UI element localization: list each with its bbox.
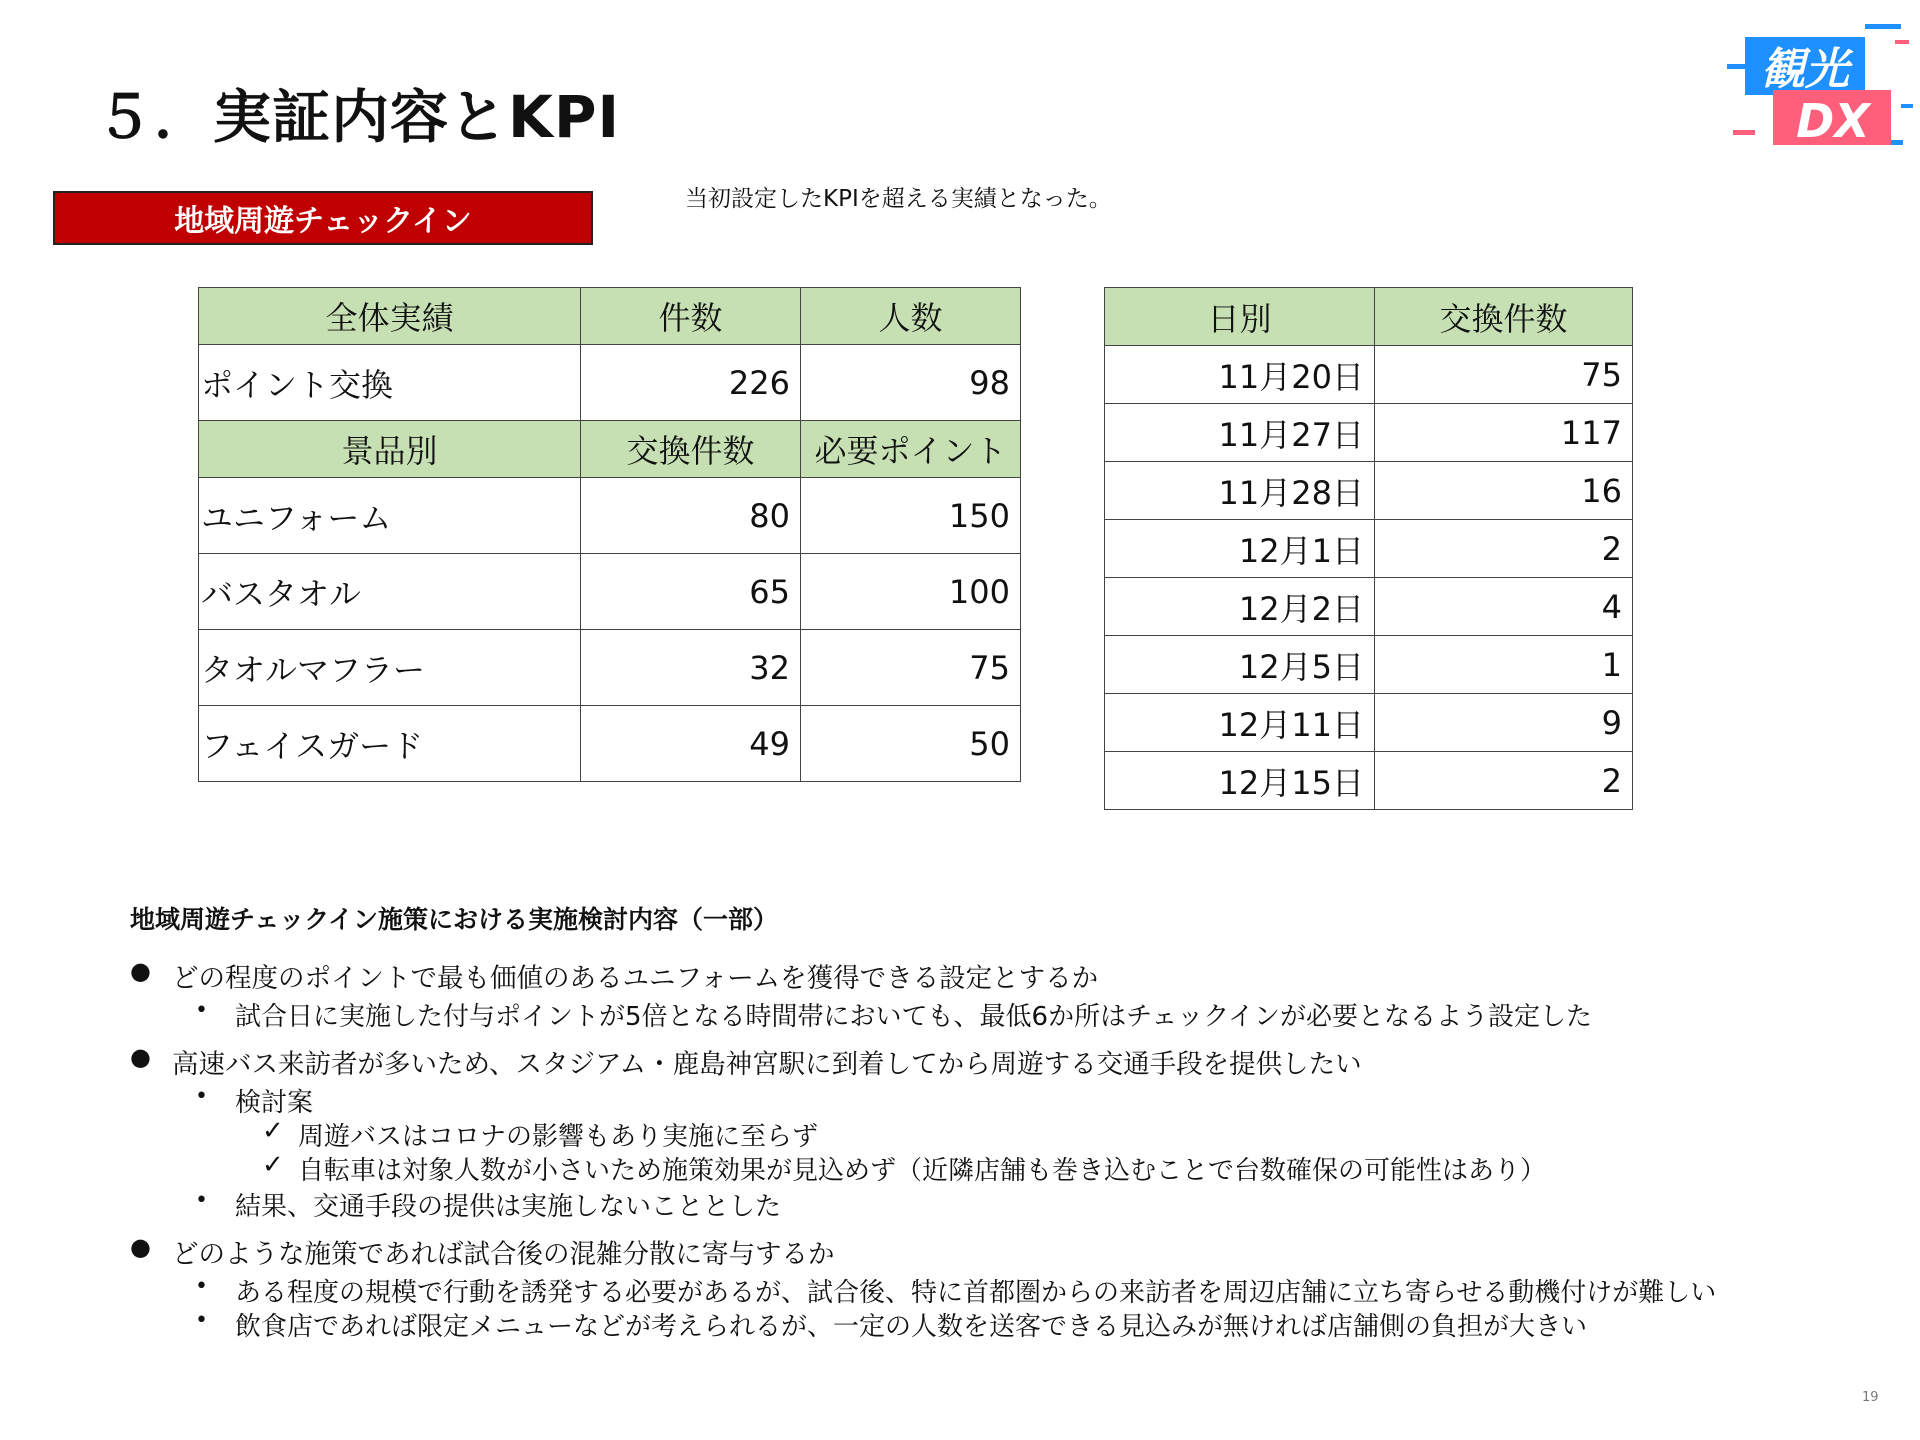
table-row bbox=[199, 630, 1021, 706]
date-cell: 12月2日 bbox=[1105, 578, 1375, 636]
table-row bbox=[1105, 578, 1633, 636]
check-item bbox=[262, 1150, 1547, 1187]
bullet-item bbox=[130, 1232, 835, 1271]
date-cell: 12月1日 bbox=[1105, 520, 1375, 578]
bullet-dot-icon: ● bbox=[130, 957, 151, 985]
small-dot-icon: • bbox=[195, 1084, 208, 1109]
prize-name: フェイスガード bbox=[199, 706, 581, 782]
header-cell: 交換件数 bbox=[1375, 288, 1633, 346]
row-label: ポイント交換 bbox=[199, 345, 581, 421]
small-dot-icon: • bbox=[195, 998, 208, 1023]
table-row bbox=[1105, 636, 1633, 694]
bullet-dot-icon: ● bbox=[130, 1043, 151, 1071]
section-tag bbox=[53, 191, 593, 245]
count-cell: 226 bbox=[581, 345, 801, 421]
header-cell: 景品別 bbox=[199, 421, 581, 478]
required-points: 100 bbox=[801, 554, 1021, 630]
date-cell: 11月20日 bbox=[1105, 346, 1375, 404]
bullet-text: どのような施策であれば試合後の混雑分散に寄与するか bbox=[172, 1239, 835, 1270]
table-subheader-row bbox=[199, 421, 1021, 478]
check-item bbox=[262, 1116, 819, 1153]
header-cell: 人数 bbox=[801, 288, 1021, 345]
date-cell: 12月5日 bbox=[1105, 636, 1375, 694]
logo-line2: DX bbox=[1796, 94, 1870, 148]
bullet-text: 試合日に実施した付与ポイントが5倍となる時間帯においても、最低6か所はチェックインが必要となるよう設定した bbox=[235, 1002, 1593, 1032]
prize-name: ユニフォーム bbox=[199, 478, 581, 554]
table-row bbox=[1105, 752, 1633, 810]
table-row bbox=[199, 554, 1021, 630]
bullet-text: 高速バス来訪者が多いため、スタジアム・鹿島神宮駅に到着してから周遊する交通手段を提供したい bbox=[172, 1049, 1362, 1080]
sub-bullet-item bbox=[195, 1306, 1588, 1343]
table-row bbox=[1105, 462, 1633, 520]
prize-name: タオルマフラー bbox=[199, 630, 581, 706]
exchange-count: 49 bbox=[581, 706, 801, 782]
sub-bullet-item bbox=[195, 1272, 1717, 1309]
table-row bbox=[199, 345, 1021, 421]
table-header-row bbox=[1105, 288, 1633, 346]
page-number: 19 bbox=[1862, 1390, 1879, 1405]
sub-bullet-item bbox=[195, 996, 1593, 1033]
check-icon: ✓ bbox=[262, 1150, 284, 1180]
small-dot-icon: • bbox=[195, 1188, 208, 1213]
table-row bbox=[1105, 520, 1633, 578]
people-cell: 98 bbox=[801, 345, 1021, 421]
bullet-text: 結果、交通手段の提供は実施しないこととした bbox=[235, 1192, 782, 1222]
exchange-count: 75 bbox=[1375, 346, 1633, 404]
exchange-count: 32 bbox=[581, 630, 801, 706]
exchange-count: 16 bbox=[1375, 462, 1633, 520]
bullet-text: 自転車は対象人数が小さいため施策効果が見込めず（近隣店舗も巻き込むことで台数確保の可能性はあり） bbox=[298, 1156, 1547, 1186]
bullet-text: どの程度のポイントで最も価値のあるユニフォームを獲得できる設定とするか bbox=[172, 963, 1099, 994]
required-points: 150 bbox=[801, 478, 1021, 554]
table-header-row bbox=[199, 288, 1021, 345]
bullet-text: 検討案 bbox=[235, 1088, 314, 1118]
table-row bbox=[199, 478, 1021, 554]
check-icon: ✓ bbox=[262, 1116, 284, 1146]
discussion-heading: 地域周遊チェックイン施策における実施検討内容（一部） bbox=[130, 905, 779, 934]
date-cell: 11月27日 bbox=[1105, 404, 1375, 462]
bullet-text: ある程度の規模で行動を誘発する必要があるが、試合後、特に首都圏からの来訪者を周辺店舗に立ち寄らせる動機付けが難しい bbox=[235, 1278, 1717, 1308]
table-row bbox=[1105, 694, 1633, 752]
table-row bbox=[1105, 346, 1633, 404]
exchange-count: 9 bbox=[1375, 694, 1633, 752]
overall-results-table bbox=[198, 287, 1021, 782]
prize-name: バスタオル bbox=[199, 554, 581, 630]
kanko-dx-logo bbox=[1725, 12, 1915, 157]
bullet-text: 飲食店であれば限定メニューなどが考えられるが、一定の人数を送客できる見込みが無ければ店舗側の負担が大きい bbox=[235, 1312, 1588, 1342]
header-cell: 交換件数 bbox=[581, 421, 801, 478]
bullet-text: 周遊バスはコロナの影響もあり実施に至らず bbox=[298, 1122, 819, 1152]
date-cell: 11月28日 bbox=[1105, 462, 1375, 520]
page-title: ５．実証内容とKPI bbox=[95, 83, 621, 151]
required-points: 75 bbox=[801, 630, 1021, 706]
exchange-count: 1 bbox=[1375, 636, 1633, 694]
logo-line1: 観光 bbox=[1761, 44, 1849, 95]
header-cell: 件数 bbox=[581, 288, 801, 345]
small-dot-icon: • bbox=[195, 1308, 208, 1333]
date-cell: 12月15日 bbox=[1105, 752, 1375, 810]
sub-bullet-item bbox=[195, 1186, 782, 1223]
exchange-count: 4 bbox=[1375, 578, 1633, 636]
daily-results-table bbox=[1104, 287, 1633, 810]
section-tag-label: 地域周遊チェックイン bbox=[174, 204, 472, 239]
header-cell: 全体実績 bbox=[199, 288, 581, 345]
exchange-count: 117 bbox=[1375, 404, 1633, 462]
bullet-item bbox=[130, 1042, 1362, 1081]
sub-bullet-item bbox=[195, 1082, 314, 1119]
result-note: 当初設定したKPIを超える実績となった。 bbox=[685, 186, 1112, 212]
date-cell: 12月11日 bbox=[1105, 694, 1375, 752]
exchange-count: 65 bbox=[581, 554, 801, 630]
exchange-count: 80 bbox=[581, 478, 801, 554]
table-row bbox=[199, 706, 1021, 782]
bullet-item bbox=[130, 956, 1099, 995]
required-points: 50 bbox=[801, 706, 1021, 782]
bullet-dot-icon: ● bbox=[130, 1233, 151, 1261]
exchange-count: 2 bbox=[1375, 520, 1633, 578]
header-cell: 日別 bbox=[1105, 288, 1375, 346]
small-dot-icon: • bbox=[195, 1274, 208, 1299]
header-cell: 必要ポイント bbox=[801, 421, 1021, 478]
exchange-count: 2 bbox=[1375, 752, 1633, 810]
table-row bbox=[1105, 404, 1633, 462]
